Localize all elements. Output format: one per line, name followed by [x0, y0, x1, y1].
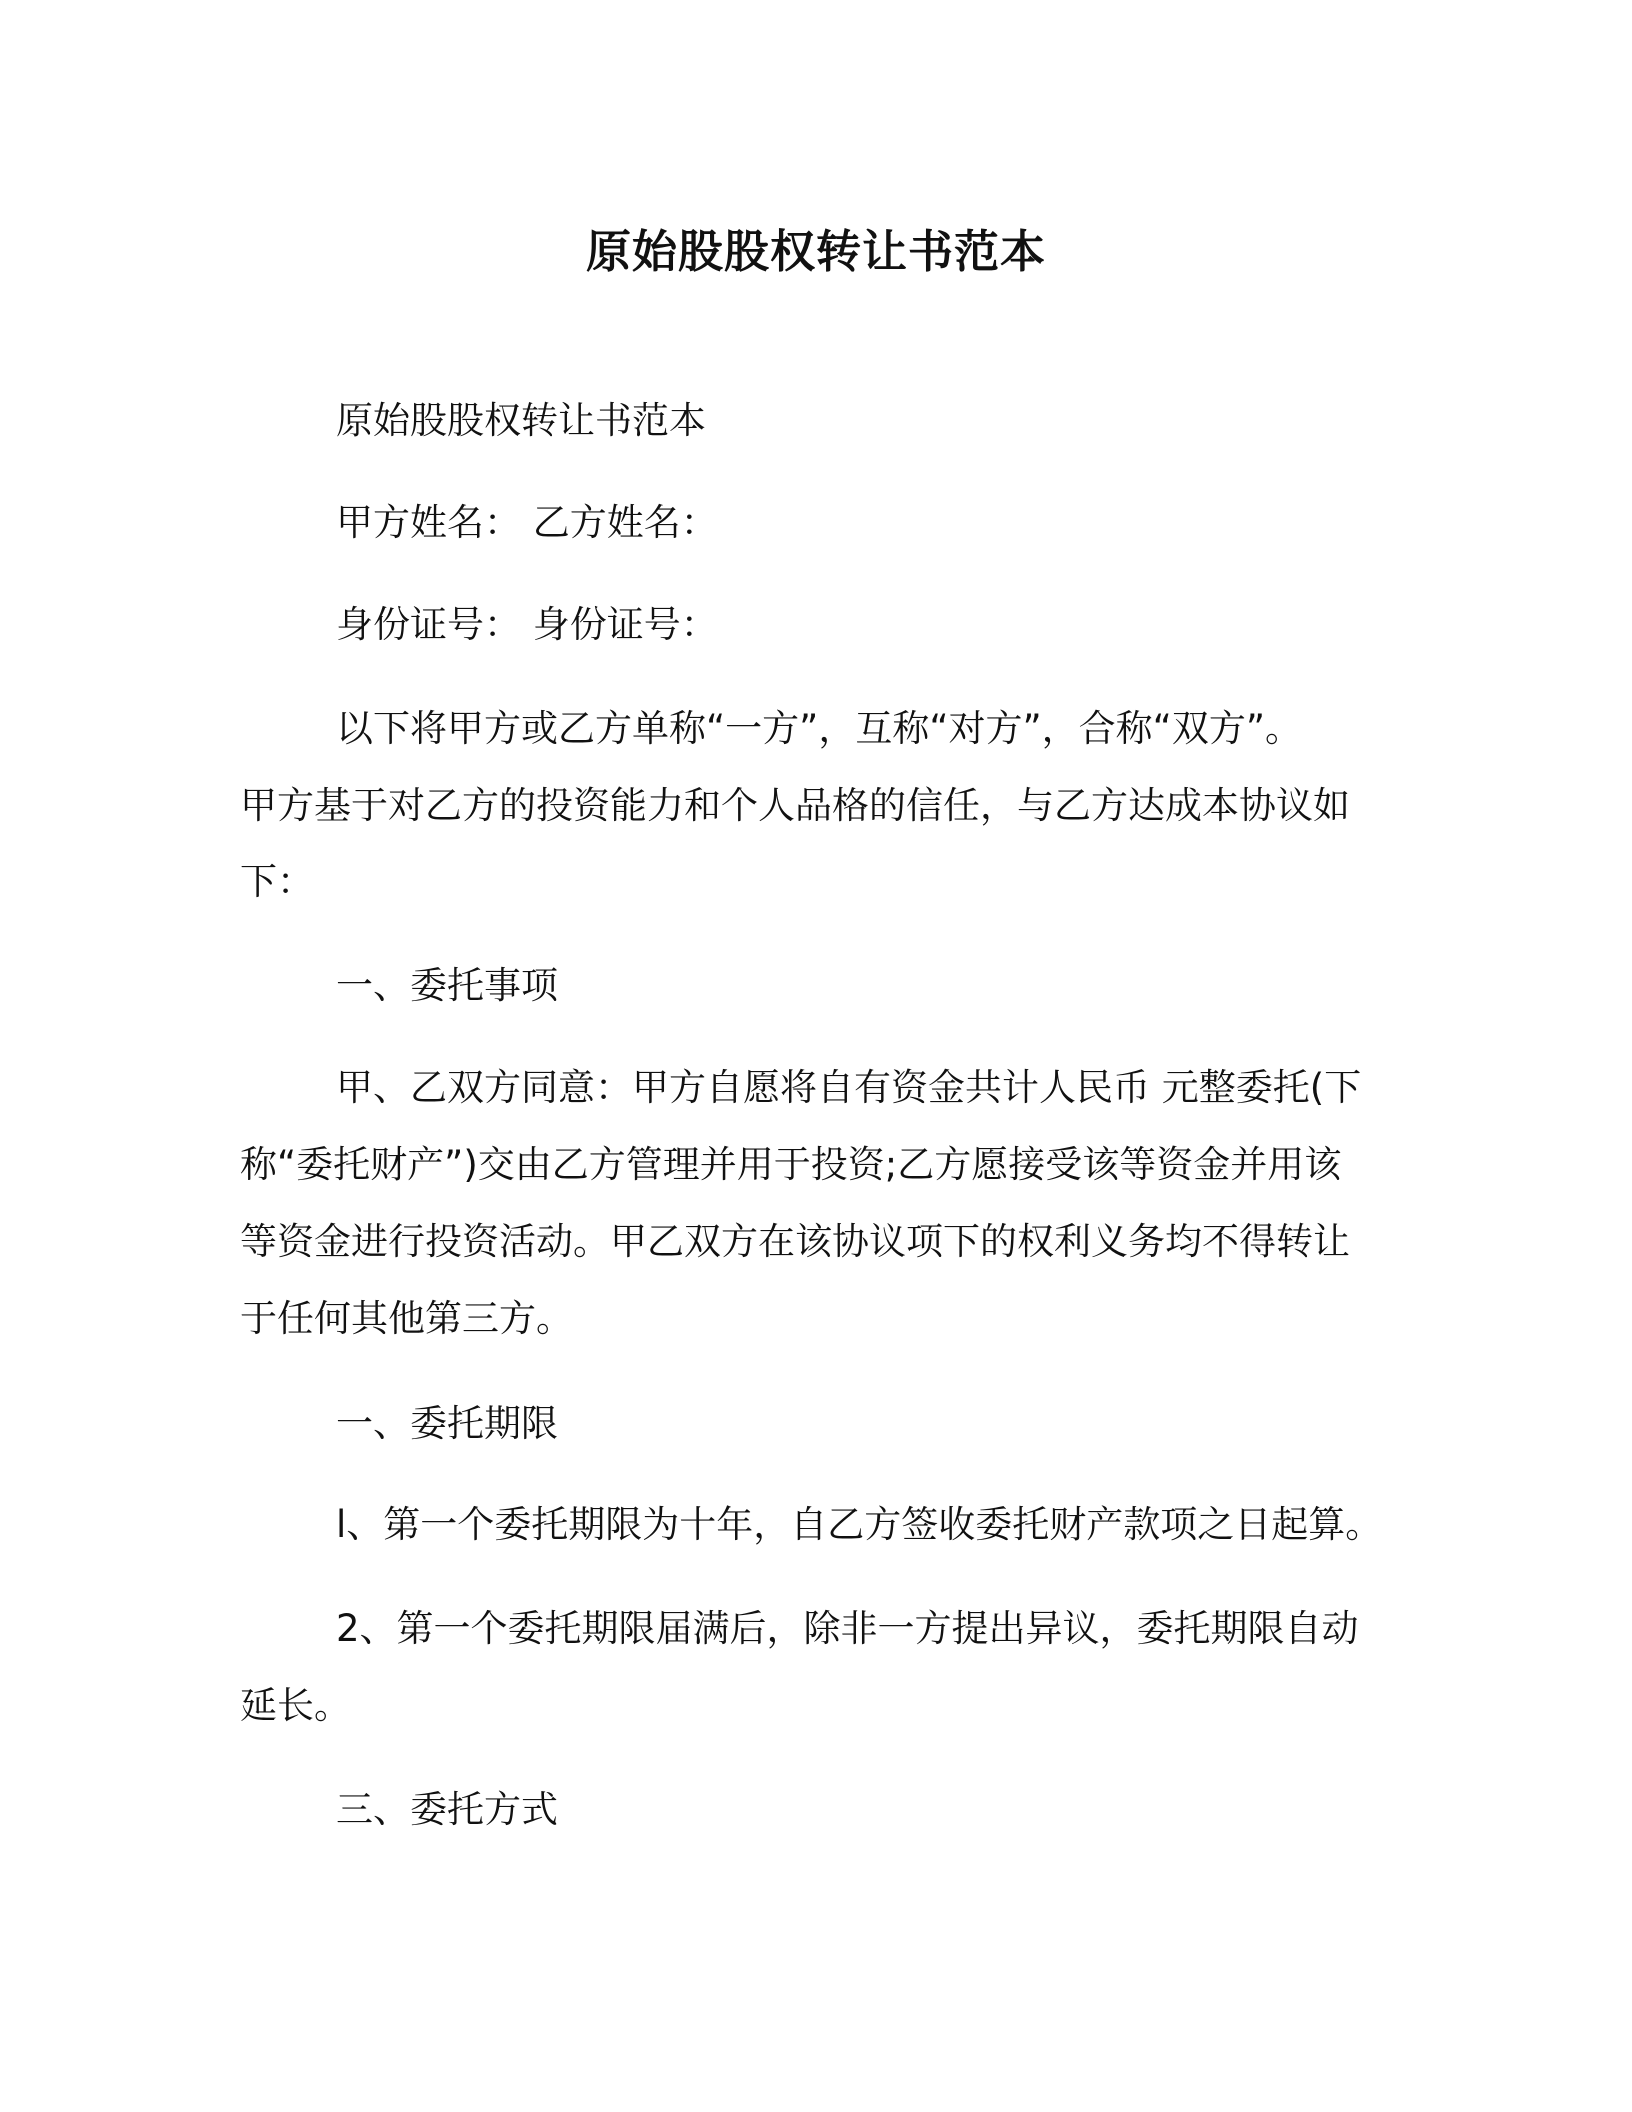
section-2-item-2-line-1: 2、第一个委托期限届满后，除非一方提出异议，委托期限自动 [336, 1607, 1359, 1650]
section-1-line-1: 甲、乙双方同意：甲方自愿将自有资金共计人民币 元整委托(下 [336, 1066, 1362, 1109]
parties-ids-line: 身份证号： 身份证号： [336, 603, 718, 646]
preamble-line-2: 甲方基于对乙方的投资能力和个人品格的信任，与乙方达成本协议如 [240, 784, 1350, 827]
section-2-item-2-line-2: 延长。 [240, 1684, 351, 1727]
document-subtitle: 原始股股权转让书范本 [336, 399, 706, 442]
section-1-line-3: 等资金进行投资活动。甲乙双方在该协议项下的权利义务均不得转让 [240, 1220, 1350, 1263]
section-2-heading: 一、委托期限 [336, 1402, 558, 1445]
section-1-line-4: 于任何其他第三方。 [240, 1297, 573, 1340]
preamble-line-1: 以下将甲方或乙方单称“一方”，互称“对方”，合称“双方”。 [336, 707, 1303, 750]
section-2-item-1: l、第一个委托期限为十年，自乙方签收委托财产款项之日起算。 [336, 1503, 1383, 1546]
preamble-line-3: 下： [240, 860, 314, 903]
document-title: 原始股股权转让书范本 [585, 225, 1046, 278]
section-3-heading: 三、委托方式 [336, 1788, 558, 1831]
section-1-line-2: 称“委托财产”)交由乙方管理并用于投资;乙方愿接受该等资金并用该 [240, 1143, 1342, 1186]
section-1-heading: 一、委托事项 [336, 964, 558, 1007]
parties-names-line: 甲方姓名： 乙方姓名： [336, 501, 718, 544]
